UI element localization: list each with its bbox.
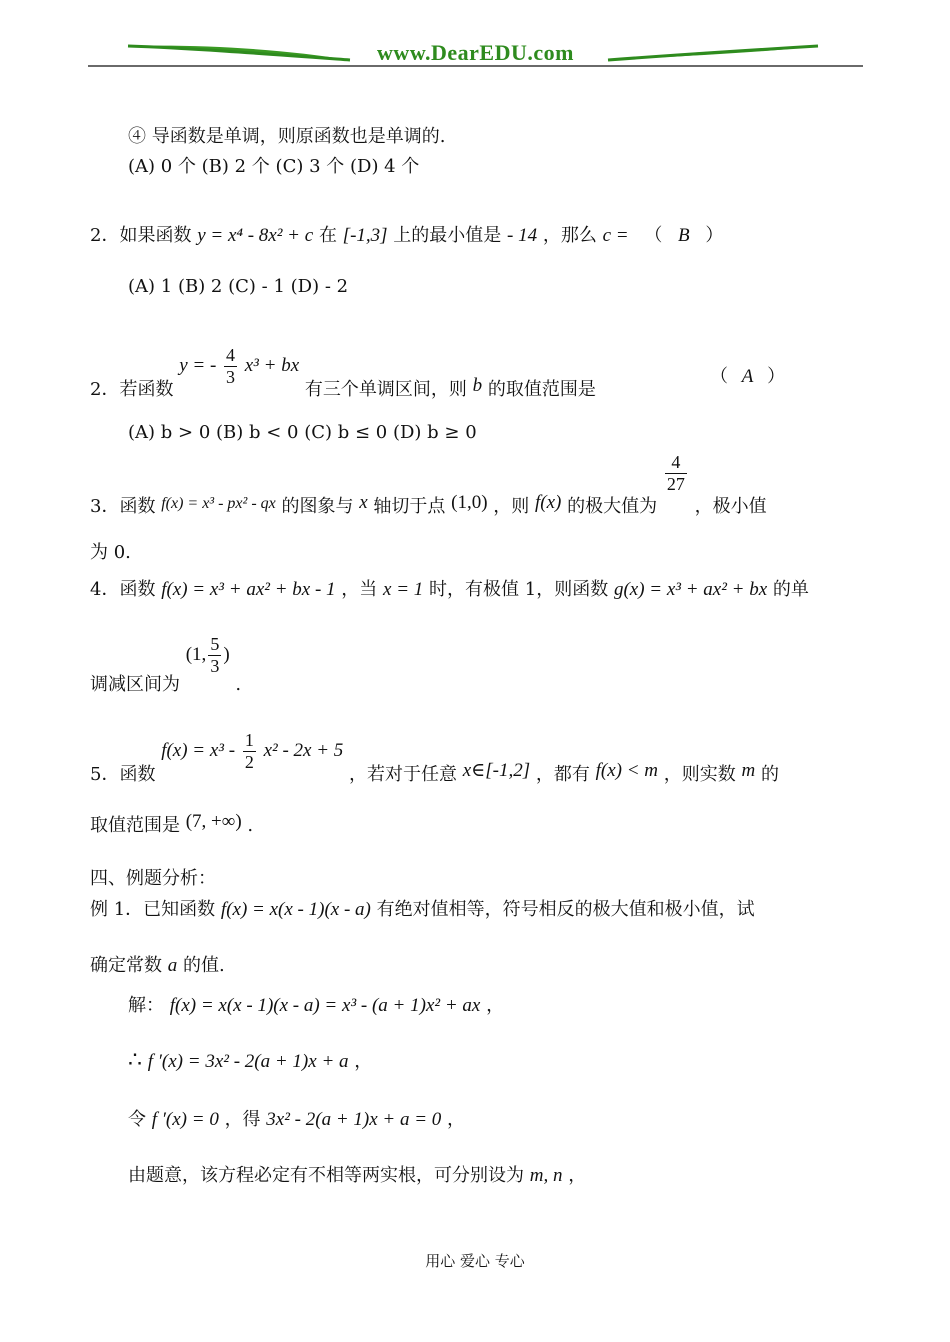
question-2b xyxy=(90,345,596,401)
q4-line2-prefix: 调减区间为 xyxy=(90,674,180,696)
q5-suffix: 的 xyxy=(760,764,779,786)
q2a-mid2: 上的最小值是 xyxy=(393,225,502,246)
q2a-mid3: ，那么 xyxy=(542,225,597,246)
q3-formula: f(x) = x³ - px² - qx xyxy=(161,495,276,513)
q5-mid3: ，则实数 xyxy=(663,764,736,786)
options-line-1: (A) 0 个 (B) 2 个 (C) 3 个 (D) 4 个 xyxy=(128,156,420,177)
q2a-paren-open: （ xyxy=(644,225,663,246)
solution-eq3-end: ， xyxy=(447,1109,466,1130)
q2b-formula-right: x³ + bx xyxy=(244,355,300,377)
q5-fraction xyxy=(243,730,256,772)
q2b-var: b xyxy=(472,375,483,397)
q2a-min: - 14 xyxy=(507,225,538,246)
ex1-suffix: 有绝对值相等，符号相反的极大值和极小值，试 xyxy=(376,899,755,920)
header-banner xyxy=(88,38,863,70)
q3-mid5: ，极小值 xyxy=(694,496,767,518)
q2b-suffix: 的取值范围是 xyxy=(487,379,596,401)
q2b-answer: A xyxy=(741,366,754,387)
solution-line-2 xyxy=(128,1050,372,1072)
q4-cond: x = 1 xyxy=(383,579,424,600)
solution-label: 解： xyxy=(128,995,164,1016)
q4-line-2 xyxy=(90,634,242,696)
ex1-prefix: 例 1．已知函数 xyxy=(90,899,216,920)
q2a-c: c = xyxy=(602,225,629,246)
section-4-heading: 四、例题分析： xyxy=(90,868,216,889)
q5-formula-left: f(x) = x³ - xyxy=(161,740,236,762)
q5-domain: x∈[-1,2] xyxy=(462,760,531,782)
q5-answer: (7, +∞) xyxy=(185,811,242,832)
q4-frac-num: 5 xyxy=(210,634,220,654)
ex1-line2-prefix: 确定常数 xyxy=(90,955,162,976)
q3-point: (1,0) xyxy=(451,492,488,514)
q3-prefix: 3．函数 xyxy=(90,496,156,518)
options-line-2b: (A) b > 0 (B) b < 0 (C) b ≤ 0 (D) b ≥ 0 xyxy=(128,422,477,443)
q2b-formula-left: y = - xyxy=(179,355,217,377)
q4-prefix: 4．函数 xyxy=(90,579,156,600)
q5-inequality: f(x) < m xyxy=(595,760,659,782)
q5-line2-end: . xyxy=(247,815,254,836)
solution-line-4 xyxy=(128,1166,586,1185)
q2b-frac-num: 4 xyxy=(226,345,236,365)
question-3 xyxy=(90,452,767,518)
therefore-symbol: ∴ xyxy=(128,1048,142,1073)
site-title[interactable]: www.DearEDU.com xyxy=(377,40,574,65)
q4-g: g(x) = x³ + ax² + bx xyxy=(613,579,768,600)
q2b-frac-den: 3 xyxy=(226,366,236,387)
ex1-a: a xyxy=(167,955,178,976)
q5-mid1: ，若对于任意 xyxy=(349,764,458,786)
q3-mid2: 轴切于点 xyxy=(373,496,446,518)
options-line-2a: (A) 1 (B) 2 (C) - 1 (D) - 2 xyxy=(128,276,349,297)
solution-line-1 xyxy=(128,996,504,1015)
q2b-paren-close: ） xyxy=(767,366,786,387)
q3-x: x xyxy=(359,492,368,514)
q4-fraction xyxy=(208,634,221,676)
q5-line2-prefix: 取值范围是 xyxy=(90,815,180,836)
solution-eq2-end: ， xyxy=(354,1051,373,1072)
q3-fx: f(x) xyxy=(535,492,562,514)
q5-mid2: ，都有 xyxy=(535,764,590,786)
q4-mid2: 时，有极值 1，则函数 xyxy=(429,579,609,600)
q5-formula-right: x² - 2x + 5 xyxy=(263,740,344,762)
solution-eq3a: f ′(x) = 0 xyxy=(151,1109,219,1130)
q2b-prefix: 2．若函数 xyxy=(90,379,174,401)
q3-fraction xyxy=(665,452,687,494)
q3-mid1: 的图象与 xyxy=(281,496,354,518)
solution-line-3 xyxy=(128,1110,465,1129)
q2a-mid1: 在 xyxy=(318,225,337,246)
q2a-formula: y = x⁴ - 8x² + c xyxy=(197,225,314,246)
last-end: ， xyxy=(568,1165,587,1186)
solution-eq3b: 3x² - 2(a + 1)x + a = 0 xyxy=(266,1109,442,1130)
solution-eq2: f ′(x) = 3x² - 2(a + 1)x + a xyxy=(147,1051,349,1072)
q2a-interval: [-1,3] xyxy=(342,225,388,246)
ex1-formula: f(x) = x(x - 1)(x - a) xyxy=(220,899,371,920)
q2b-fraction xyxy=(224,345,237,387)
q4-mid1: ，当 xyxy=(341,579,378,600)
text-line-1: ④ 导函数是单调，则原函数也是单调的. xyxy=(128,126,446,147)
q4-ans-right: ) xyxy=(223,644,230,666)
question-2a xyxy=(90,226,723,245)
footer-text: 用心 爱心 专心 xyxy=(425,1252,525,1270)
question-4 xyxy=(90,580,809,599)
q4-suffix: 的单 xyxy=(772,579,809,600)
q2b-answer-box xyxy=(710,367,785,386)
q5-frac-num: 1 xyxy=(244,730,254,750)
q2b-mid: 有三个单调区间，则 xyxy=(304,379,467,401)
last-vars: m, n xyxy=(529,1165,563,1186)
q4-ans-left: (1, xyxy=(185,644,207,666)
q5-prefix: 5．函数 xyxy=(90,764,156,786)
q3-mid4: 的极大值为 xyxy=(567,496,658,518)
q2a-answer: B xyxy=(678,225,690,246)
q5-frac-den: 2 xyxy=(244,751,254,772)
ling-text: 令 xyxy=(128,1109,146,1130)
example-1-line-2 xyxy=(90,956,225,975)
q5-m: m xyxy=(741,760,756,782)
q2b-paren-open: （ xyxy=(710,366,728,387)
q3-mid3: ，则 xyxy=(493,496,530,518)
q4-frac-den: 3 xyxy=(210,655,220,676)
solution-eq1: f(x) = x(x - 1)(x - a) = x³ - (a + 1)x² + ax xyxy=(169,995,481,1016)
q5-line-2 xyxy=(90,811,254,836)
last-prefix: 由题意，该方程必定有不相等两实根，可分别设为 xyxy=(128,1165,524,1186)
q2a-paren-close: ） xyxy=(705,225,724,246)
example-1 xyxy=(90,900,755,919)
solution-eq1-end: ， xyxy=(486,995,505,1016)
q3-line-2: 为 0. xyxy=(90,542,131,563)
q3-frac-num: 4 xyxy=(665,452,687,474)
question-5 xyxy=(90,730,779,786)
q3-frac-den: 27 xyxy=(666,473,685,494)
q4-formula: f(x) = x³ + ax² + bx - 1 xyxy=(161,579,336,600)
de-text: ，得 xyxy=(224,1109,261,1130)
q4-line2-end: . xyxy=(235,674,242,696)
q2a-prefix: 2．如果函数 xyxy=(90,225,192,246)
ex1-line2-suffix: 的值. xyxy=(182,955,225,976)
